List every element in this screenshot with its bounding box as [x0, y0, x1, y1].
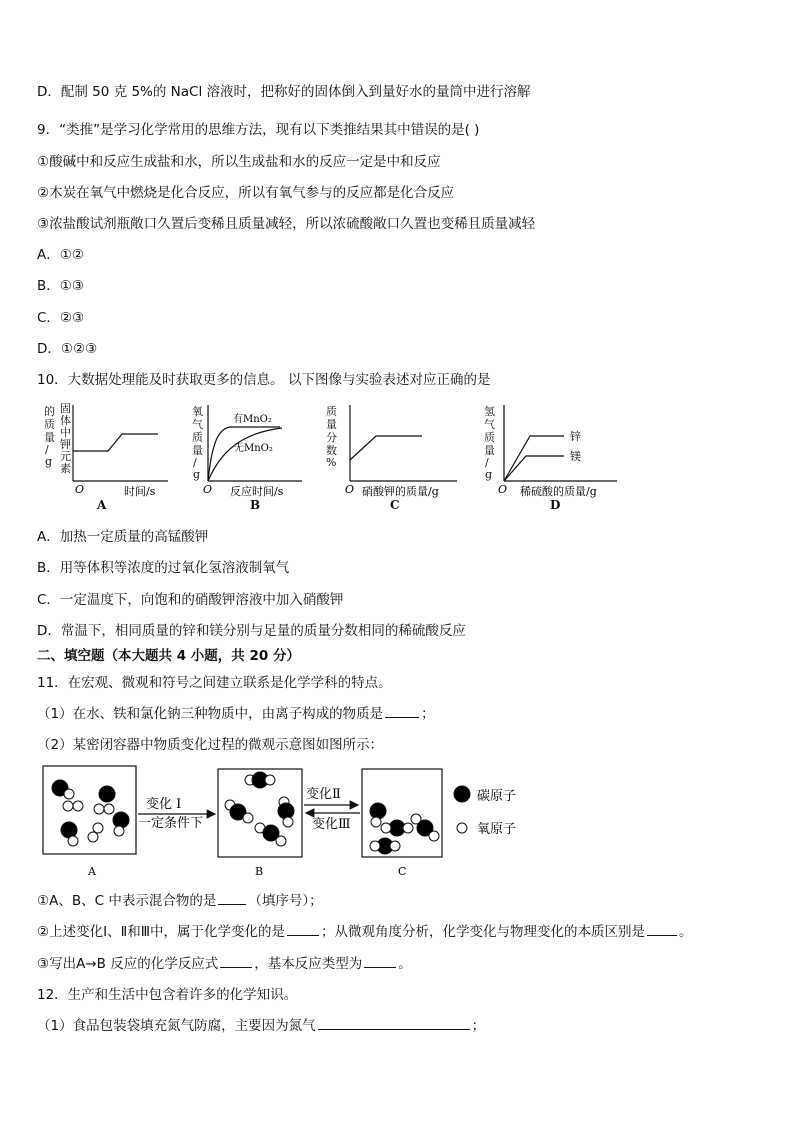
graph-d-ylabel	[484, 404, 495, 481]
graph-c	[322, 403, 462, 498]
question-10: 10．大数据处理能及时获取更多的信息。 以下图像与实验表述对应正确的是	[37, 372, 491, 388]
svg-text:氢: 氢	[484, 405, 495, 418]
svg-text:g: g	[45, 455, 53, 468]
change-2-label: 变化Ⅱ	[306, 787, 341, 802]
q9-statement-3: ③浓盐酸试剂瓶敞口久置后变稀且质量减轻，所以浓硫酸敞口久置也变稀且质量减轻	[37, 216, 536, 232]
svg-text:/: /	[485, 456, 489, 469]
svg-text:质: 质	[326, 405, 337, 418]
question-12: 12．生产和生活中包含着许多的化学知识。	[37, 987, 298, 1003]
svg-text:体: 体	[60, 414, 71, 427]
q9-option-d: D．①②③	[37, 341, 98, 357]
section-2-heading: 二、填空题（本大题共 4 小题，共 20 分）	[37, 648, 300, 664]
question-9: 9．“类推”是学习化学常用的思维方法，现有以下类推结果其中错误的是( )	[37, 122, 480, 138]
question-11: 11．在宏观、微观和符号之间建立联系是化学学科的特点。	[37, 675, 392, 691]
graph-b	[190, 403, 305, 498]
q10-option-a: A．加热一定质量的高锰酸钾	[37, 529, 209, 545]
svg-text:中: 中	[60, 426, 71, 439]
graph-b-curve2-label: 无MnO₂	[234, 443, 273, 454]
svg-text:气: 气	[484, 418, 495, 431]
graph-d-xlabel: 稀硫酸的质量/g	[520, 485, 597, 498]
graph-c-ylabel	[326, 404, 337, 469]
q11-subq-2-end: 。	[679, 924, 693, 940]
graph-a-ylabel	[44, 403, 71, 475]
q11-subq-2-mid: ；从微观角度分析，化学变化与物理变化的本质区别是	[321, 924, 646, 940]
svg-text:质: 质	[484, 431, 495, 444]
svg-text:质: 质	[192, 431, 203, 444]
q11-subq-3	[37, 954, 412, 974]
svg-text:气: 气	[192, 418, 203, 431]
graph-d-curve1-label: 锌	[570, 430, 581, 443]
q12-part-1-text: （1）食品包装袋填充氮气防腐，主要因为氮气	[37, 1018, 316, 1034]
svg-text:数: 数	[326, 444, 337, 457]
q12-part-1	[37, 1016, 485, 1036]
legend-carbon-label: 碳原子	[477, 789, 517, 804]
svg-text:量: 量	[484, 444, 495, 457]
graph-b-ylabel	[192, 404, 203, 481]
svg-text:%: %	[326, 456, 337, 469]
q11-subq-1-text: ①A、B、C 中表示混合物的是	[37, 893, 217, 909]
q11-part-1-end: ；	[421, 706, 435, 722]
q11-subq-2	[37, 922, 693, 942]
q11-subq-3-mid: ，基本反应类型为	[254, 956, 363, 972]
svg-text:/: /	[193, 456, 197, 469]
q10-option-d: D．常温下，相同质量的锌和镁分别与足量的质量分数相同的稀硫酸反应	[37, 623, 466, 639]
change-3-label: 变化Ⅲ	[312, 817, 351, 832]
q11-subq-3-blank-1[interactable]	[220, 954, 252, 968]
change-1-label: 变化 I	[146, 797, 182, 812]
svg-text:g: g	[485, 468, 493, 481]
graph-a	[40, 403, 170, 498]
graph-a-caption: A	[97, 498, 107, 512]
graph-d-origin: O	[498, 483, 508, 496]
graph-d-curve2-label: 镁	[570, 450, 581, 463]
svg-text:钾: 钾	[60, 438, 71, 451]
svg-text:量: 量	[192, 444, 203, 457]
oxygen-atom-icon	[457, 823, 467, 833]
q9-option-c: C．②③	[37, 310, 85, 326]
q11-subq-1-blank[interactable]	[218, 891, 246, 905]
graph-b-caption: B	[250, 498, 261, 512]
q9-option-b: B．①③	[37, 278, 84, 294]
svg-text:/: /	[45, 443, 49, 456]
graph-c-xlabel: 硝酸钾的质量/g	[362, 485, 439, 498]
condition-label: 一定条件下	[138, 816, 204, 831]
q10-option-c: C．一定温度下，向饱和的硝酸钾溶液中加入硝酸钾	[37, 592, 344, 608]
q11-subq-3-blank-2[interactable]	[364, 954, 396, 968]
box-c-label: C	[398, 865, 407, 878]
box-a-label: A	[88, 865, 96, 878]
legend-oxygen-label: 氧原子	[477, 822, 517, 837]
q11-subq-2-blank-2[interactable]	[647, 922, 677, 936]
q12-part-1-end: ；	[471, 1018, 486, 1034]
graph-b-curve1-label: 有MnO₂	[233, 414, 272, 425]
graph-b-origin: O	[203, 483, 213, 496]
q11-part-2: （2）某密闭容器中物质变化过程的微观示意图如图所示：	[37, 737, 384, 753]
q11-subq-2-text: ②上述变化Ⅰ、Ⅱ和Ⅲ中，属于化学变化的是	[37, 924, 286, 940]
svg-text:量: 量	[44, 431, 55, 444]
svg-text:固: 固	[60, 403, 71, 415]
q9-option-a: A．①②	[37, 247, 84, 263]
q11-part-1	[37, 704, 435, 724]
svg-text:g: g	[193, 468, 201, 481]
svg-text:量: 量	[326, 418, 337, 431]
q11-subq-3-end: 。	[398, 956, 412, 972]
svg-text:素: 素	[60, 462, 71, 475]
graph-c-origin: O	[345, 483, 355, 496]
q11-subq-3-text: ③写出A→B 反应的化学反应式	[37, 956, 219, 972]
svg-text:质: 质	[44, 418, 55, 431]
q11-subq-1-end: （填序号）；	[248, 893, 323, 909]
graph-b-xlabel: 反应时间/s	[230, 485, 284, 498]
q9-statement-1: ①酸碱中和反应生成盐和水，所以生成盐和水的反应一定是中和反应	[37, 154, 441, 170]
svg-text:的: 的	[44, 405, 55, 418]
q10-option-b: B．用等体积等浓度的过氧化氢溶液制氧气	[37, 560, 290, 576]
svg-text:元: 元	[60, 450, 71, 463]
q11-subq-2-blank-1[interactable]	[287, 922, 319, 936]
svg-text:分: 分	[326, 431, 337, 444]
svg-text:氧: 氧	[192, 405, 203, 418]
box-b-label: B	[255, 865, 264, 878]
q9-statement-2: ②木炭在氧气中燃烧是化合反应，所以有氧气参与的反应都是化合反应	[37, 185, 455, 201]
q11-subq-1	[37, 891, 323, 911]
graph-a-origin: O	[75, 483, 85, 496]
carbon-atom-icon	[454, 786, 470, 802]
q11-part-1-text: （1）在水、铁和氯化钠三种物质中，由离子构成的物质是	[37, 706, 384, 722]
graph-d-caption: D	[550, 498, 561, 512]
graph-a-xlabel: 时间/s	[124, 485, 156, 498]
graph-c-caption: C	[390, 498, 400, 512]
q11-part-1-blank[interactable]	[385, 704, 419, 718]
q12-part-1-blank[interactable]	[318, 1016, 470, 1030]
option-d-previous: D．配制 50 克 5%的 NaCl 溶液时，把称好的固体倒入到量好水的量筒中进行溶解	[37, 84, 531, 100]
micro-diagram	[40, 764, 540, 882]
graph-d	[482, 403, 622, 498]
